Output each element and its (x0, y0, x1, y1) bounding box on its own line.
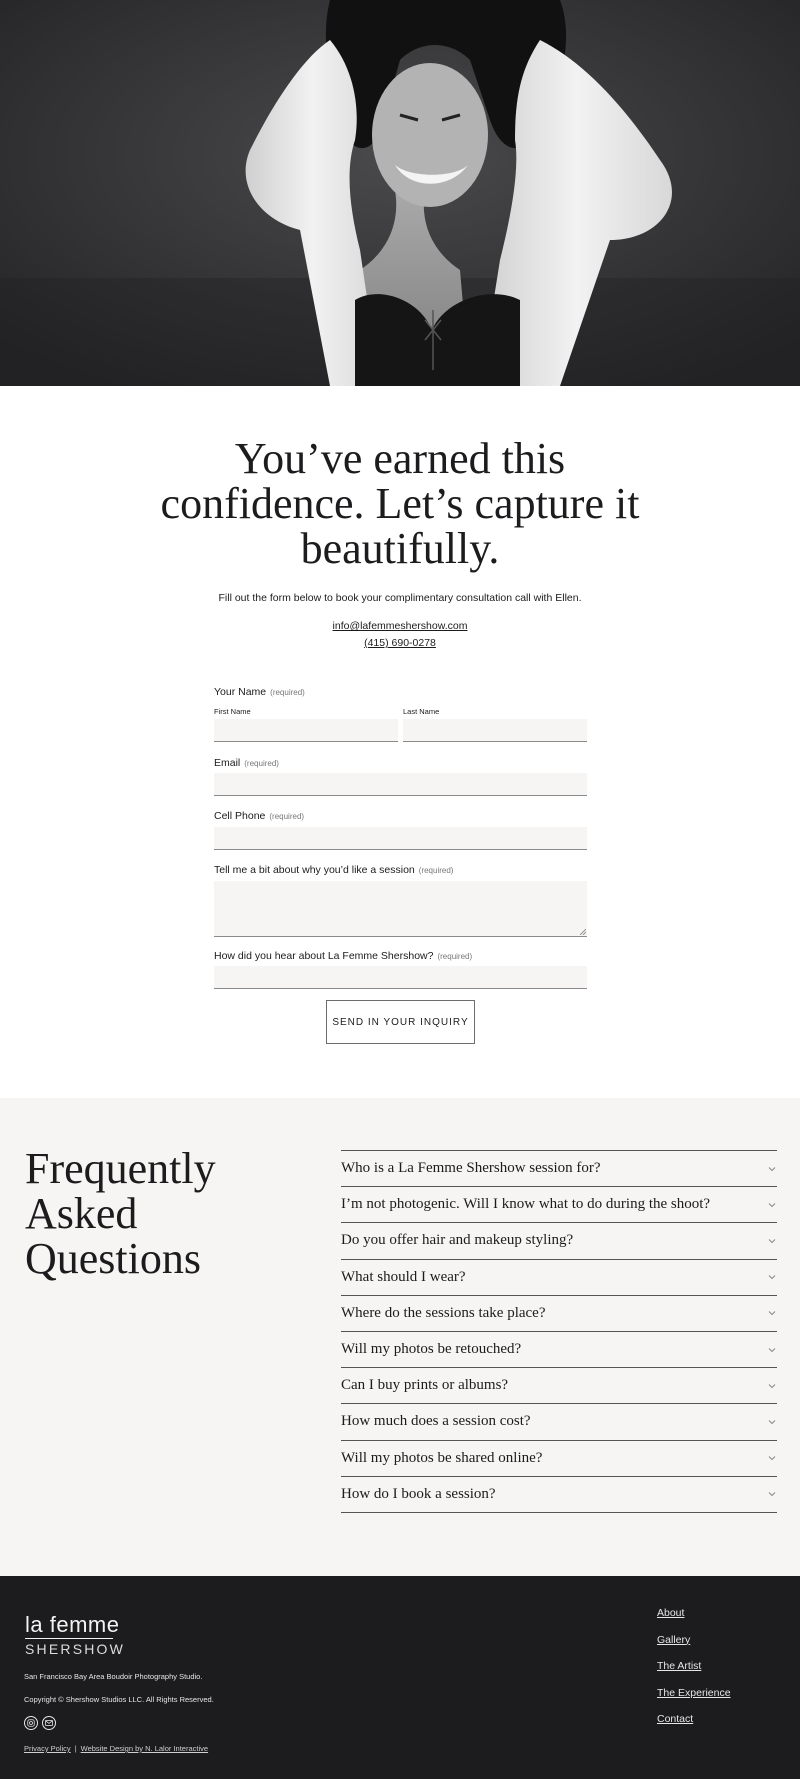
session-label (214, 864, 453, 876)
faq-item[interactable] (341, 1441, 777, 1477)
faq-question: Where do the sessions take place? (341, 1304, 546, 1321)
faq-item[interactable] (341, 1332, 777, 1368)
chevron-down-icon (767, 1345, 777, 1355)
chevron-down-icon (767, 1453, 777, 1463)
faq-title-line-2: Asked (25, 1189, 138, 1238)
faq-item[interactable] (341, 1368, 777, 1404)
footer-nav-about[interactable]: About (657, 1607, 685, 1619)
cell-phone-input[interactable] (214, 827, 587, 850)
email-link[interactable]: info@lafemmeshershow.com (332, 620, 468, 632)
required-marker: (required) (270, 688, 305, 697)
footer-nav-artist[interactable]: The Artist (657, 1660, 702, 1672)
instagram-icon[interactable] (24, 1716, 38, 1730)
faq-question: Will my photos be shared online? (341, 1449, 543, 1466)
hear-about-input[interactable] (214, 966, 587, 989)
submit-inquiry-button[interactable]: SEND IN YOUR INQUIRY (326, 1000, 475, 1044)
hero-section (0, 0, 800, 386)
faq-item[interactable] (341, 1404, 777, 1440)
hero-photo (0, 0, 800, 386)
phone-link-row (0, 637, 800, 649)
faq-section (0, 1098, 800, 1576)
email-link-row (0, 620, 800, 632)
faq-item[interactable] (341, 1260, 777, 1296)
footer-nav-experience[interactable]: The Experience (657, 1686, 731, 1699)
first-name-label: First Name (214, 707, 251, 716)
faq-item[interactable] (341, 1187, 777, 1223)
name-label-text: Your Name (214, 686, 267, 698)
logo-rule (25, 1638, 113, 1639)
logo-top-text: la femme (25, 1612, 120, 1637)
hear-label (214, 950, 472, 962)
footer-nav-gallery[interactable]: Gallery (657, 1633, 691, 1646)
chevron-down-icon (767, 1417, 777, 1427)
footer-logo[interactable] (25, 1613, 125, 1657)
faq-question: Will my photos be retouched? (341, 1341, 522, 1358)
faq-question: Can I buy prints or albums? (341, 1377, 509, 1394)
session-label-text: Tell me a bit about why you’d like a session (214, 864, 415, 876)
footer-nav-contact[interactable]: Contact (657, 1713, 694, 1725)
site-footer (0, 1576, 800, 1779)
faq-title-line-3: Questions (25, 1234, 201, 1283)
phone-link[interactable]: (415) 690-0278 (364, 637, 436, 649)
last-name-input[interactable] (403, 719, 587, 742)
chevron-down-icon (767, 1489, 777, 1499)
headline-line-3: beautifully. (300, 524, 500, 573)
privacy-policy-link[interactable]: Privacy Policy (24, 1744, 71, 1753)
faq-list (341, 1150, 777, 1513)
footer-tagline: San Francisco Bay Area Boudoir Photography Studio. (24, 1672, 203, 1681)
cell-label-text: Cell Phone (214, 810, 266, 822)
website-credit-link[interactable]: Website Design by N. Lalor Interactive (80, 1744, 209, 1753)
hear-label-text: How did you hear about La Femme Shershow? (214, 950, 434, 962)
booking-section (0, 386, 800, 1098)
required-marker: (required) (418, 866, 454, 875)
chevron-down-icon (767, 1236, 777, 1246)
required-marker: (required) (437, 952, 473, 961)
faq-question: Who is a La Femme Shershow session for? (341, 1160, 601, 1177)
email-input[interactable] (214, 773, 587, 796)
headline-line-2: confidence. Let’s capture it (160, 479, 640, 528)
social-links (24, 1716, 56, 1730)
last-name-label: Last Name (403, 707, 440, 716)
faq-question: How do I book a session? (341, 1485, 496, 1502)
chevron-down-icon (767, 1308, 777, 1318)
faq-item[interactable] (341, 1151, 777, 1187)
faq-item[interactable] (341, 1477, 777, 1513)
faq-title (25, 1146, 265, 1281)
email-icon[interactable] (42, 1716, 56, 1730)
cell-label (214, 810, 304, 822)
faq-item[interactable] (341, 1296, 777, 1332)
faq-question: How much does a session cost? (341, 1413, 531, 1430)
chevron-down-icon (767, 1272, 777, 1282)
logo-bottom-text: SHERSHOW (25, 1641, 126, 1657)
faq-question: I’m not photogenic. Will I know what to do during the shoot? (341, 1196, 711, 1213)
email-label (214, 757, 279, 769)
required-marker: (required) (244, 759, 279, 768)
email-label-text: Email (214, 757, 241, 769)
footer-legal (24, 1744, 208, 1753)
booking-headline (0, 436, 800, 571)
chevron-down-icon (767, 1164, 777, 1174)
headline-line-1: You’ve earned this (234, 434, 566, 483)
faq-question: What should I wear? (341, 1268, 466, 1285)
chevron-down-icon (767, 1200, 777, 1210)
first-name-input[interactable] (214, 719, 398, 742)
required-marker: (required) (269, 812, 305, 821)
booking-intro: Fill out the form below to book your complimentary consultation call with Ellen. (218, 592, 582, 604)
session-textarea[interactable] (214, 881, 587, 937)
faq-title-line-1: Frequently (25, 1144, 216, 1193)
legal-separator: | (74, 1744, 77, 1753)
chevron-down-icon (767, 1381, 777, 1391)
resize-grip-icon[interactable] (580, 929, 586, 935)
footer-copyright: Copyright © Shershow Studios LLC. All Rights Reserved. (24, 1695, 214, 1704)
faq-question: Do you offer hair and makeup styling? (341, 1232, 574, 1249)
footer-nav (657, 1606, 731, 1739)
faq-item[interactable] (341, 1223, 777, 1259)
name-label (214, 686, 305, 698)
